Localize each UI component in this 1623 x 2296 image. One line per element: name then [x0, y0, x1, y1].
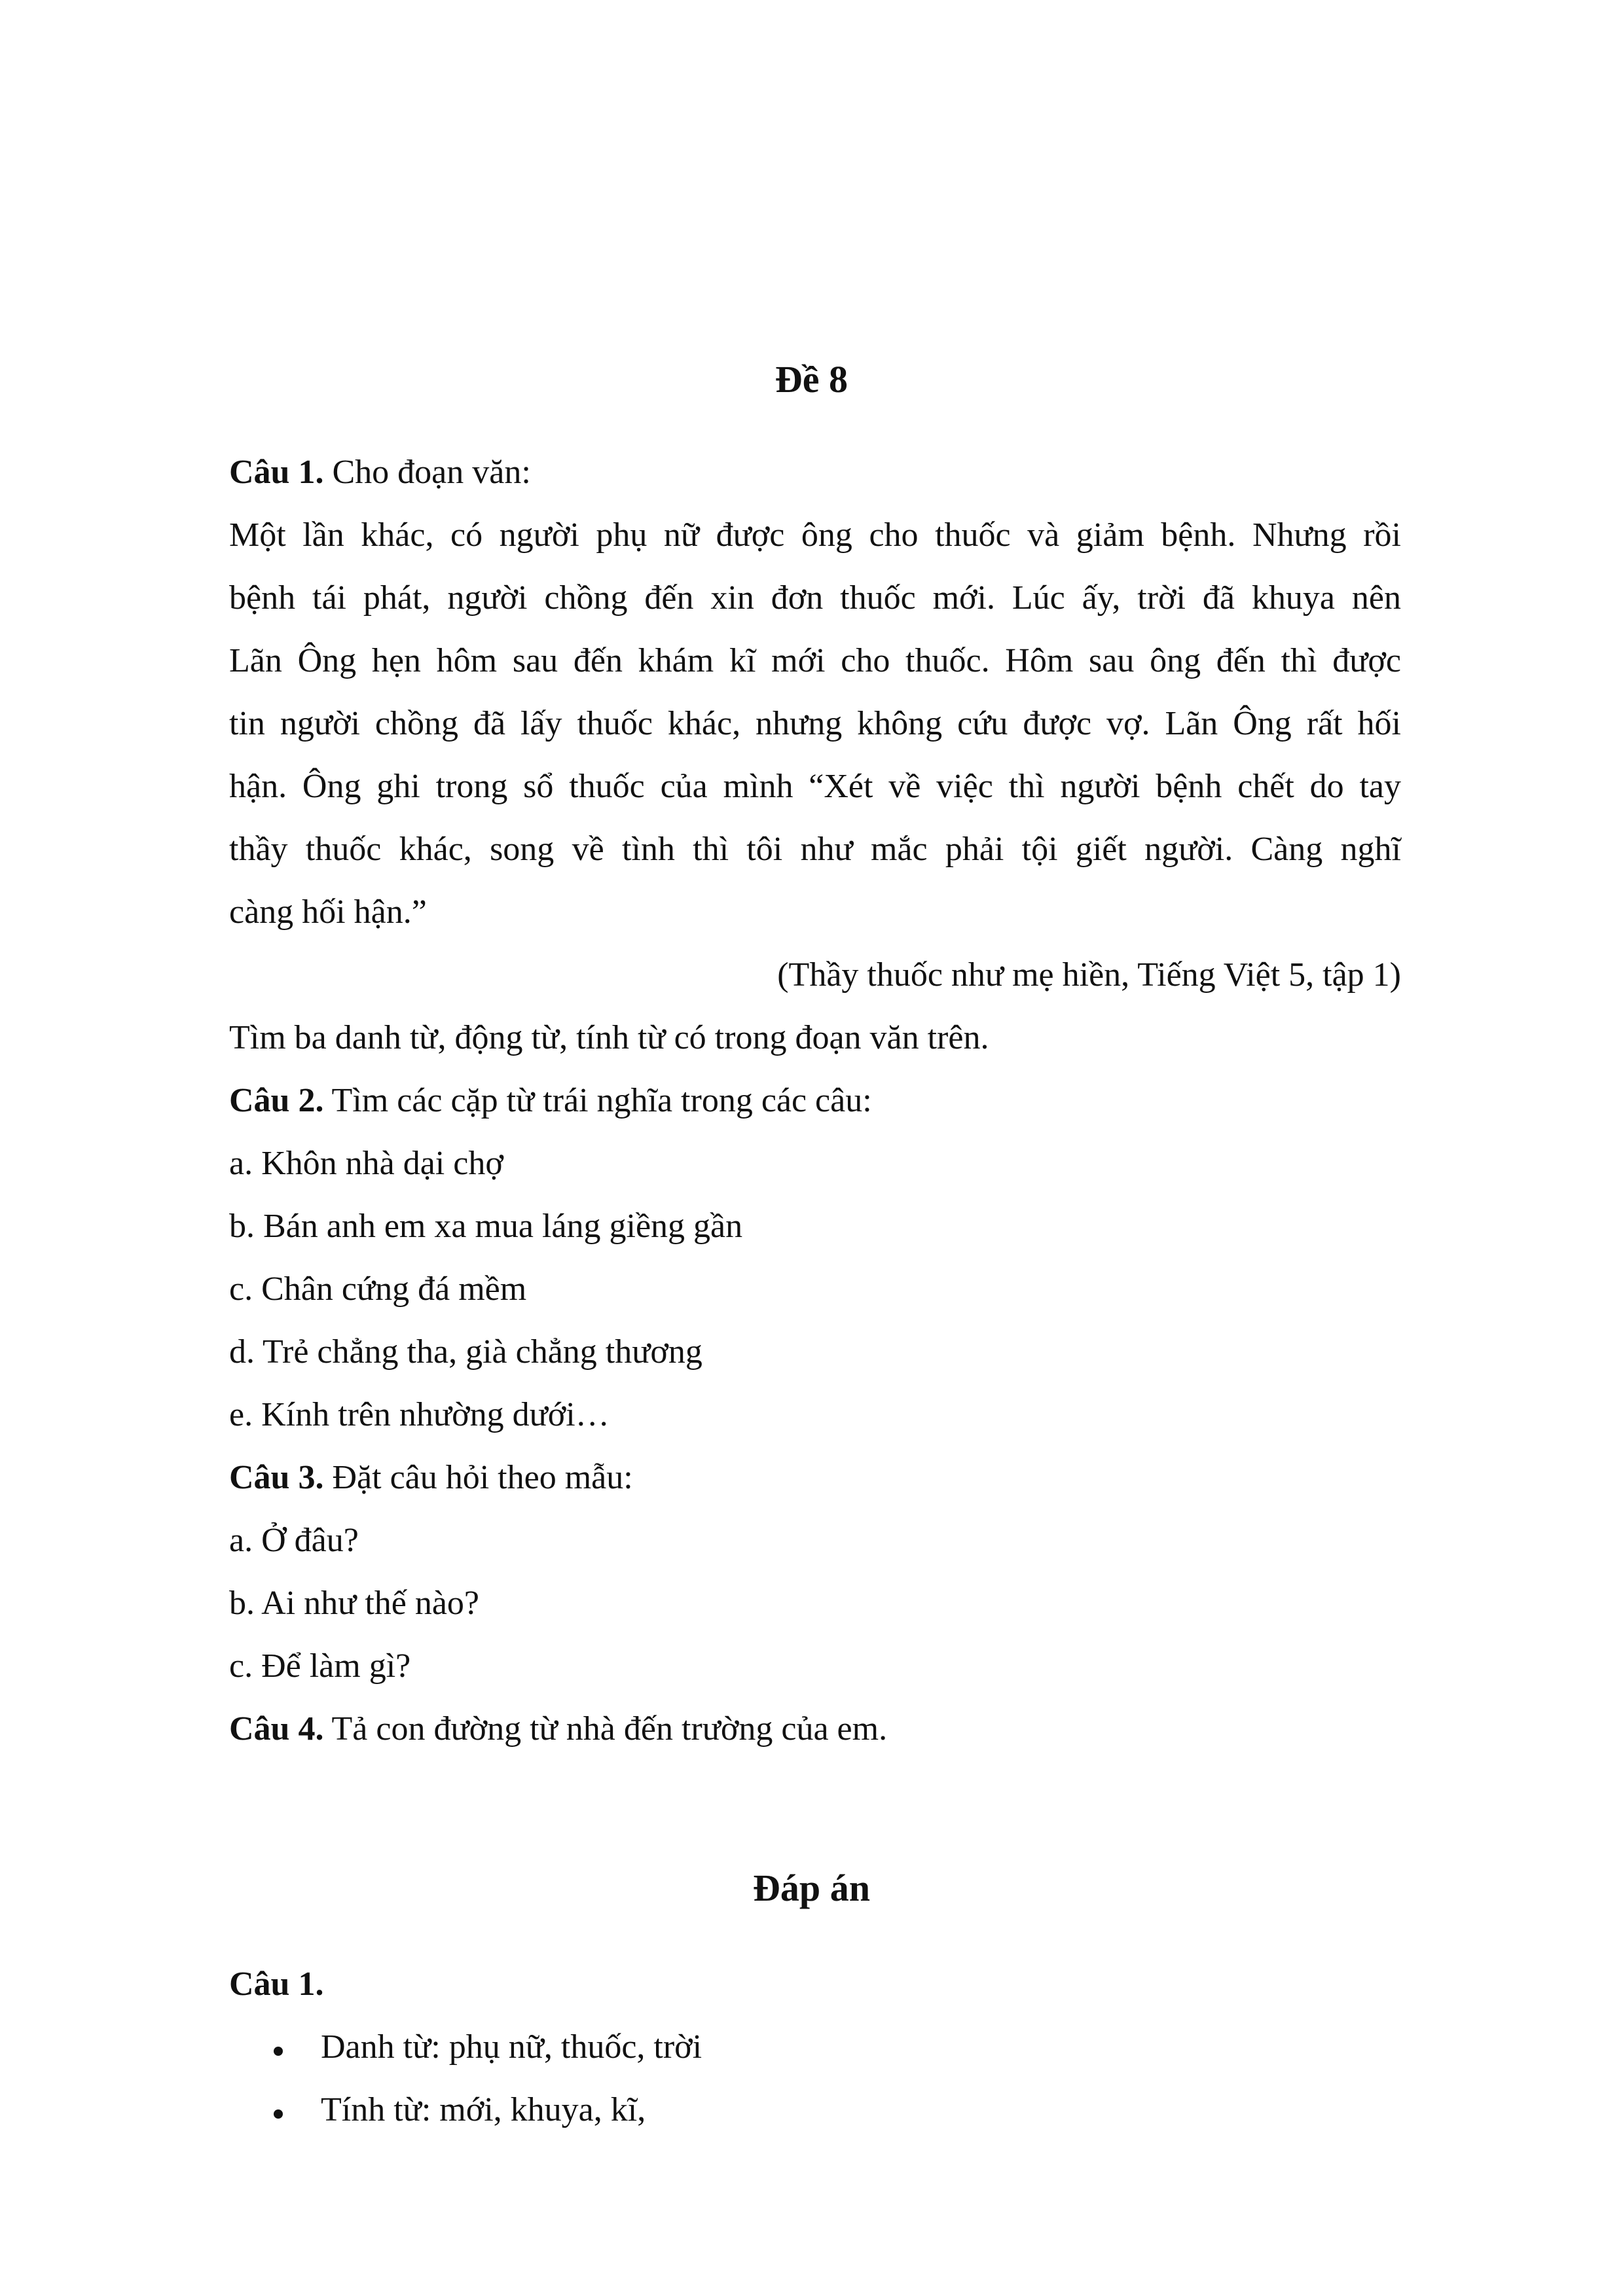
question-1-label: Câu 1. [229, 454, 324, 491]
question-3-item-a: a. Ở đâu? [229, 1522, 359, 1559]
bullet-icon [274, 2109, 283, 2119]
question-3-item-c: c. Để làm gì? [229, 1647, 411, 1685]
passage-line-1: Một lần khác, có người phụ nữ được ông cho thuốc và giảm bệnh. Nhưng rồi [229, 516, 1401, 554]
question-2-item-a: a. Khôn nhà dại chợ [229, 1145, 503, 1182]
question-1-task: Tìm ba danh từ, động từ, tính từ có trong đoạn văn trên. [229, 1019, 989, 1056]
answer-1-heading [229, 1964, 1401, 2005]
question-2-label: Câu 2. [229, 1082, 324, 1119]
question-1-prompt: Cho đoạn văn: [323, 454, 531, 491]
page-title: Đề 8 [775, 358, 848, 401]
passage-line-3: Lãn Ông hẹn hôm sau đến khám kĩ mới cho thuốc. Hôm sau ông đến thì được [229, 642, 1401, 679]
question-1-heading [229, 452, 1401, 493]
question-4-prompt: Tả con đường từ nhà đến trường của em. [323, 1710, 888, 1748]
passage-source: (Thầy thuốc như mẹ hiền, Tiếng Việt 5, tập 1) [777, 956, 1401, 994]
question-2-item-b: b. Bán anh em xa mua láng giềng gần [229, 1208, 743, 1245]
bullet-icon [274, 2047, 283, 2056]
answer-1-bullet-adjectives: Tính từ: mới, khuya, kĩ, [321, 2091, 646, 2128]
question-2-item-e: e. Kính trên nhường dưới… [229, 1396, 610, 1433]
answer-1-label: Câu 1. [229, 1965, 324, 2003]
question-2-prompt: Tìm các cặp từ trái nghĩa trong các câu: [323, 1082, 872, 1119]
question-2-heading [229, 1080, 1401, 1122]
question-2-item-d: d. Trẻ chẳng tha, già chẳng thương [229, 1333, 702, 1371]
question-3-item-b: b. Ai như thế nào? [229, 1585, 480, 1622]
question-3-prompt: Đặt câu hỏi theo mẫu: [323, 1459, 633, 1496]
question-3-label: Câu 3. [229, 1459, 324, 1496]
passage-line-7: càng hối hận.” [229, 893, 427, 931]
question-3-heading [229, 1457, 1401, 1499]
answer-1-bullet-nouns: Danh từ: phụ nữ, thuốc, trời [321, 2028, 702, 2066]
question-4-label: Câu 4. [229, 1710, 324, 1748]
answers-title: Đáp án [753, 1867, 870, 1909]
passage-line-6: thầy thuốc khác, song về tình thì tôi như mắc phải tội giết người. Càng nghĩ [229, 831, 1401, 868]
question-2-item-c: c. Chân cứng đá mềm [229, 1270, 527, 1308]
question-4-heading [229, 1708, 1401, 1750]
passage-line-2: bệnh tái phát, người chồng đến xin đơn thuốc mới. Lúc ấy, trời đã khuya nên [229, 579, 1401, 617]
passage-line-4: tin người chồng đã lấy thuốc khác, nhưng không cứu được vợ. Lãn Ông rất hối [229, 705, 1401, 742]
passage-line-5: hận. Ông ghi trong sổ thuốc của mình “Xét về việc thì người bệnh chết do tay [229, 768, 1401, 805]
